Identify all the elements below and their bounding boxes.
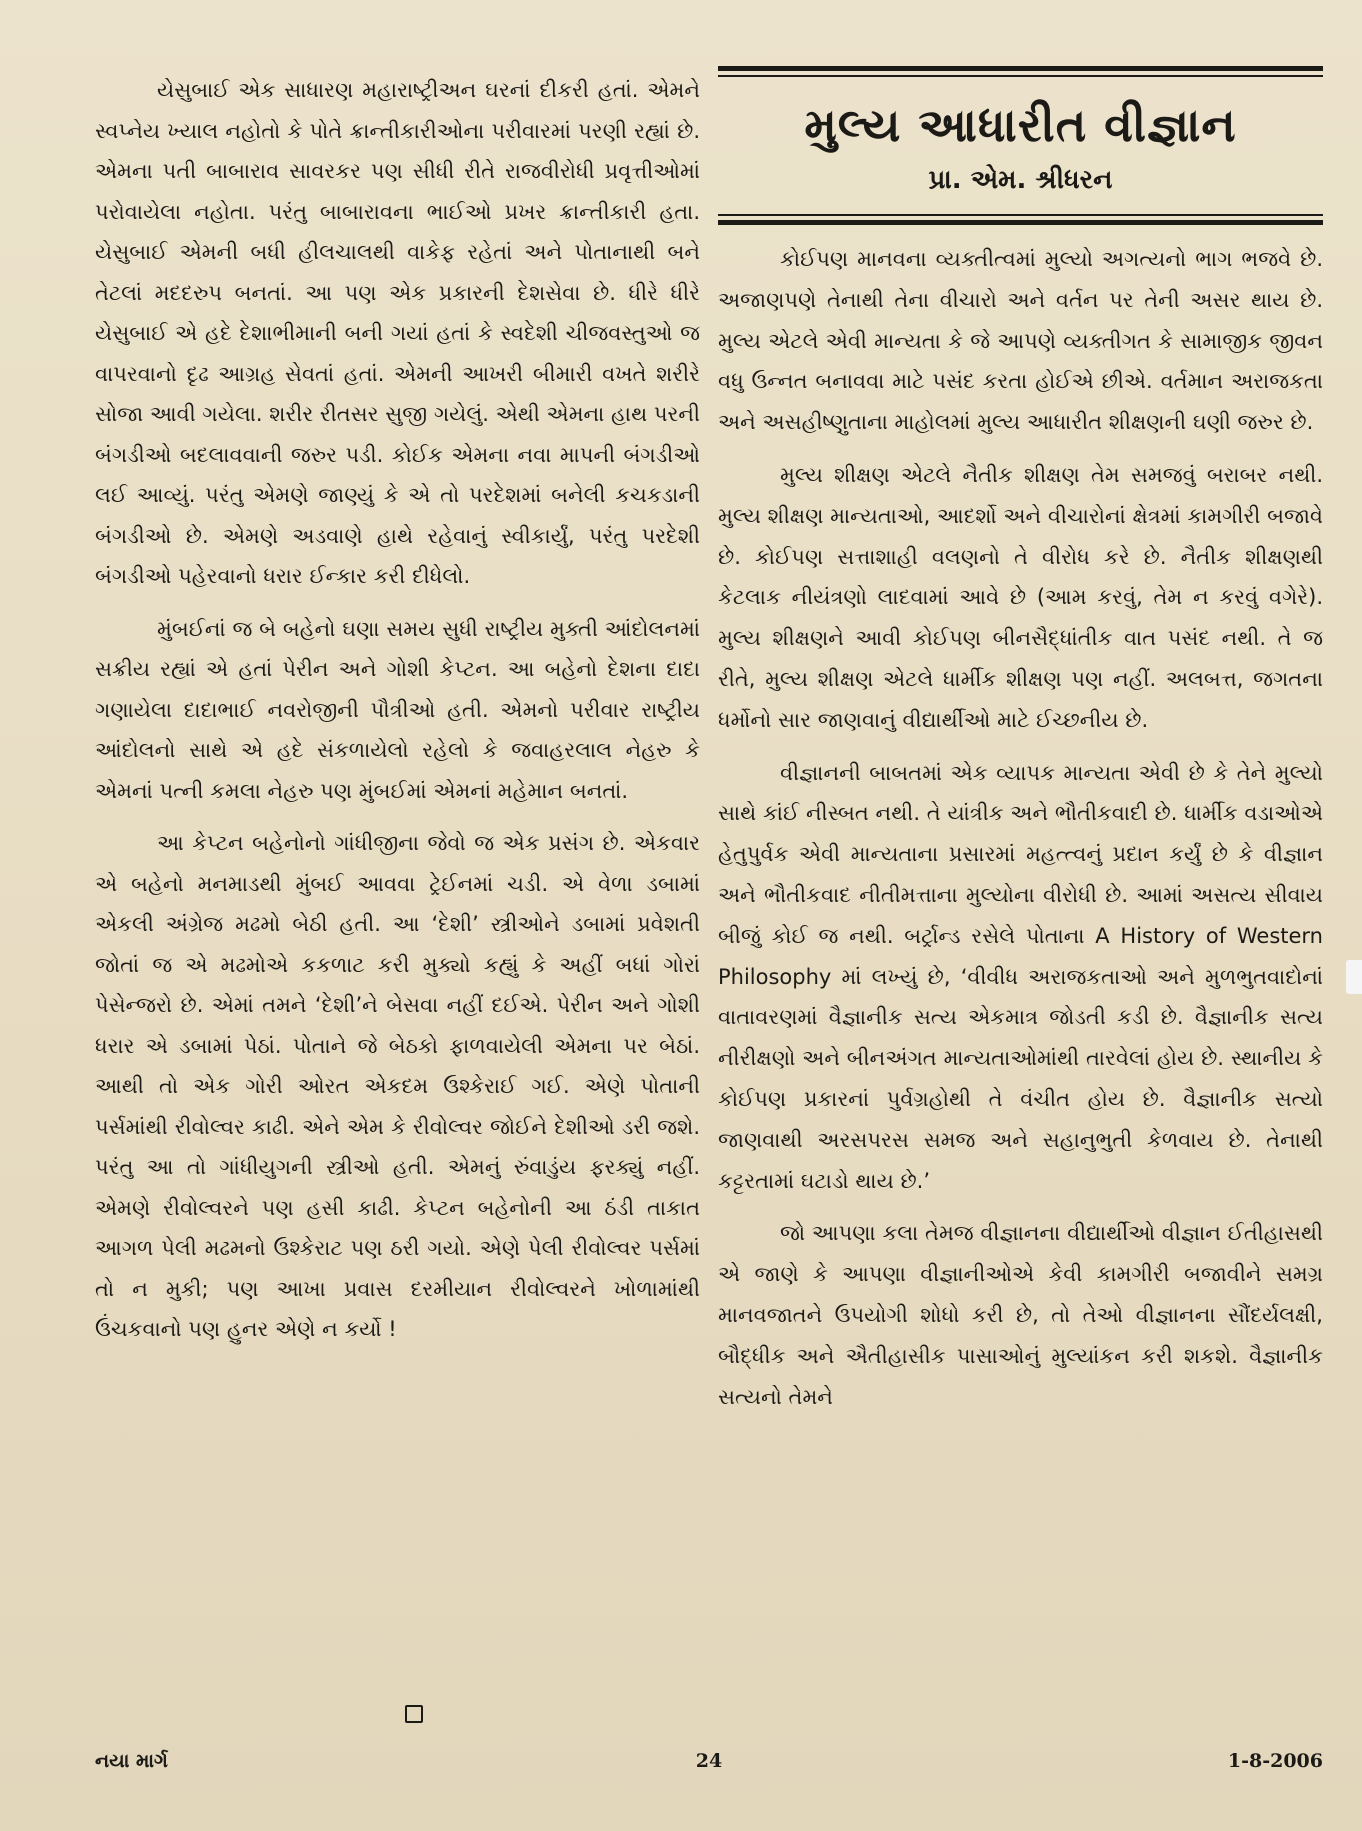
footer-date: 1-8-2006 (1227, 1750, 1323, 1772)
title-bottom-rule (718, 220, 1323, 225)
page-footer (95, 1750, 1323, 1790)
article-title: મુલ્ય આધારીત વીજ્ઞાન (804, 98, 1237, 152)
title-bottom-thin-rule (718, 214, 1323, 216)
title-top-rule (718, 66, 1323, 71)
article-paragraph-3: વીજ્ઞાનની બાબતમાં એક વ્યાપક માન્યતા એવી છે કે તેને મુલ્યો સાથે કાંઈ નીસ્બત નથી. તે યાંત્રીક અને ભૌતીકવાદી છે. ધાર્મીક વડાઓએ હેતુપુર્વક એવી માન્યતાના પ્રસારમાં મહત્ત્વનું પ્રદાન કર્યું છે કે વીજ્ઞાન અને ભૌતીકવાદ નીતીમત્તાના મુલ્યોના વીરોધી છે. આમાં અસત્ય સીવાય બીજું કોઈ જ નથી. બર્ટ્રાન્ડ રસેલે પોતાના A History of Western Philosophy માં લખ્યું છે, ‘વીવીધ અરાજકતાઓ અને મુળભુતવાદોનાં વાતાવરણમાં વૈજ્ઞાનીક સત્ય એકમાત્ર જોડતી કડી છે. વૈજ્ઞાનીક સત્ય નીરીક્ષણો અને બીનઅંગત માન્યતાઓમાંથી તારવેલાં હોય છે. સ્થાનીય કે કોઈપણ પ્રકારનાં પુર્વગ્રહોથી તે વંચીત હોય છે. વૈજ્ઞાનીક સત્યો જાણવાથી અરસપરસ સમજ અને સહાનુભુતી કેળવાય છે. તેનાથી કટ્ટરતામાં ઘટાડો થાય છે.’ (718, 760, 1323, 1193)
right-column (718, 66, 1323, 1429)
article-paragraph-1: કોઈપણ માનવના વ્યક્તીત્વમાં મુલ્યો અગત્યનો ભાગ ભજવે છે. અજાણપણે તેનાથી તેના વીચારો અને વર્તન પર તેની અસર થાય છે. મુલ્ય એટલે એવી માન્યતા કે જે આપણે વ્યક્તીગત કે સામાજીક જીવન વધુ ઉન્નત બનાવવા માટે પસંદ કરતા હોઈએ છીએ. વર્તમાન અરાજકતા અને અસહીષ્ણુતાના માહોલમાં મુલ્ય આધારીત શીક્ષણની ઘણી જરુર છે. (718, 247, 1323, 435)
article-paragraph-2: મુલ્ય શીક્ષણ એટલે નૈતીક શીક્ષણ તેમ સમજવું બરાબર નથી. મુલ્ય શીક્ષણ માન્યતાઓ, આદર્શો અને વીચારોનાં ક્ષેત્રમાં કામગીરી બજાવે છે. કોઈપણ સત્તાશાહી વલણનો તે વીરોધ કરે છે. નૈતીક શીક્ષણથી કેટલાક નીયંત્રણો લાદવામાં આવે છે (આમ કરવું, તેમ ન કરવું વગેરે). મુલ્ય શીક્ષણને આવી કોઈપણ બીનસૈદ્ધાંતીક વાત પસંદ નથી. તે જ રીતે, મુલ્ય શીક્ષણ એટલે ધાર્મીક શીક્ષણ પણ નહીં. અલબત્ત, જગતના ધર્મોનો સાર જાણવાનું વીદ્યાર્થીઓ માટે ઈચ્છનીય છે. (718, 462, 1323, 732)
page-edge-tab (1346, 960, 1362, 994)
article-author: પ્રા. એમ. શ્રીધરન (928, 165, 1113, 195)
article-paragraph-4: જો આપણા કલા તેમજ વીજ્ઞાનના વીદ્યાર્થીઓ વીજ્ઞાન ઈતીહાસથી એ જાણે કે આપણા વીજ્ઞાનીઓએ કેવી કામગીરી બજાવીને સમગ્ર માનવજાતને ઉપયોગી શોધો કરી છે, તો તેઓ વીજ્ઞાનના સૌંદર્યલક્ષી, બૌદ્ધીક અને ઐતીહાસીક પાસાઓનું મુલ્યાંકન કરી શકશે. વૈજ્ઞાનીક સત્યનો તેમને (718, 1221, 1323, 1409)
left-column (95, 70, 700, 1362)
footer-page-number: 24 (695, 1750, 723, 1772)
article-body (718, 239, 1323, 1417)
footer-publication-name: નયા માર્ગ (95, 1750, 168, 1772)
left-paragraph-2: મુંબઈનાં જ બે બહેનો ઘણા સમય સુધી રાષ્ટ્રીય મુક્તી આંદોલનમાં સક્રીય રહ્યાં એ હતાં પેરીન અને ગોશી કેપ્ટન. આ બહેનો દેશના દાદા ગણાયેલા દાદાભાઈ નવરોજીની પૌત્રીઓ હતી. એમનો પરીવાર રાષ્ટ્રીય આંદોલનો સાથે એ હદે સંકળાયેલો રહેલો કે જવાહરલાલ નેહરુ કે એમનાં પત્ની કમલા નેહરુ પણ મુંબઈમાં એમનાં મહેમાન બનતાં. (95, 616, 700, 803)
left-paragraph-3: આ કેપ્ટન બહેનોનો ગાંધીજીના જેવો જ એક પ્રસંગ છે. એકવાર એ બહેનો મનમાડથી મુંબઈ આવવા ટ્રેઈનમાં ચડી. એ વેળા ડબામાં એકલી અંગ્રેજ મઢમો બેઠી હતી. આ ‘દેશી’ સ્ત્રીઓને ડબામાં પ્રવેશતી જોતાં જ એ મઢમોએ કકળાટ કરી મુક્યો કહ્યું કે અહીં બધાં ગોરાં પેસેન્જરો છે. એમાં તમને ‘દેશી’ને બેસવા નહીં દઈએ. પેરીન અને ગોશી ધરાર એ ડબામાં પેઠાં. પોતાને જે બેઠકો ફાળવાયેલી એમના પર બેઠાં. આથી તો એક ગોરી ઓરત એકદમ ઉશ્કેરાઈ ગઈ. એણે પોતાની પર્સમાંથી રીવોલ્વર કાઢી. એને એમ કે રીવોલ્વર જોઈને દેશીઓ ડરી જશે. પરંતુ આ તો ગાંધીયુગની સ્ત્રીઓ હતી. એમનું રુંવાડુંય ફરક્યું નહીં. એમણે રીવોલ્વરને પણ હસી કાઢી. કેપ્ટન બહેનોની આ ઠંડી તાકાત આગળ પેલી મઢમનો ઉશ્કેરાટ પણ ઠરી ગયો. એણે પેલી રીવોલ્વર પર્સમાં તો ન મુકી; પણ આખા પ્રવાસ દરમીયાન રીવોલ્વરને ખોળામાંથી ઉંચકવાનો પણ હુનર એણે ન કર્યો ! (95, 831, 700, 1341)
title-top-thin-rule (718, 75, 1323, 77)
left-paragraph-1: યેસુબાઈ એક સાધારણ મહારાષ્ટ્રીઅન ઘરનાં દીકરી હતાં. એમને સ્વપ્નેય ખ્યાલ નહોતો કે પોતે ક્રાન્તીકારીઓના પરીવારમાં પરણી રહ્યાં છે. એમના પતી બાબારાવ સાવરકર પણ સીધી રીતે રાજવીરોધી પ્રવૃત્તીઓમાં પરોવાયેલા નહોતા. પરંતુ બાબારાવના ભાઈઓ પ્રખર ક્રાન્તીકારી હતા. યેસુબાઈ એમની બધી હીલચાલથી વાકેફ રહેતાં અને પોતાનાથી બને તેટલાં મદદરુપ બનતાં. આ પણ એક પ્રકારની દેશસેવા છે. ધીરે ધીરે યેસુબાઈ એ હદે દેશાભીમાની બની ગયાં હતાં કે સ્વદેશી ચીજવસ્તુઓ જ વાપરવાનો દૃઢ આગ્રહ સેવતાં હતાં. એમની આખરી બીમારી વખતે શરીરે સોજા આવી ગયેલા. શરીર રીતસર સુજી ગયેલું. એથી એમના હાથ પરની બંગડીઓ બદલાવવાની જરુર પડી. કોઈક એમના નવા માપની બંગડીઓ લઈ આવ્યું. પરંતુ એમણે જાણ્યું કે એ તો પરદેશમાં બનેલી કચકડાની બંગડીઓ છે. એમણે અડવાણે હાથે રહેવાનું સ્વીકાર્યું, પરંતુ પરદેશી બંગડીઓ પહેરવાનો ધરાર ઈન્કાર કરી દીધેલો. (95, 78, 700, 588)
end-of-article-square-icon (405, 1705, 423, 1723)
